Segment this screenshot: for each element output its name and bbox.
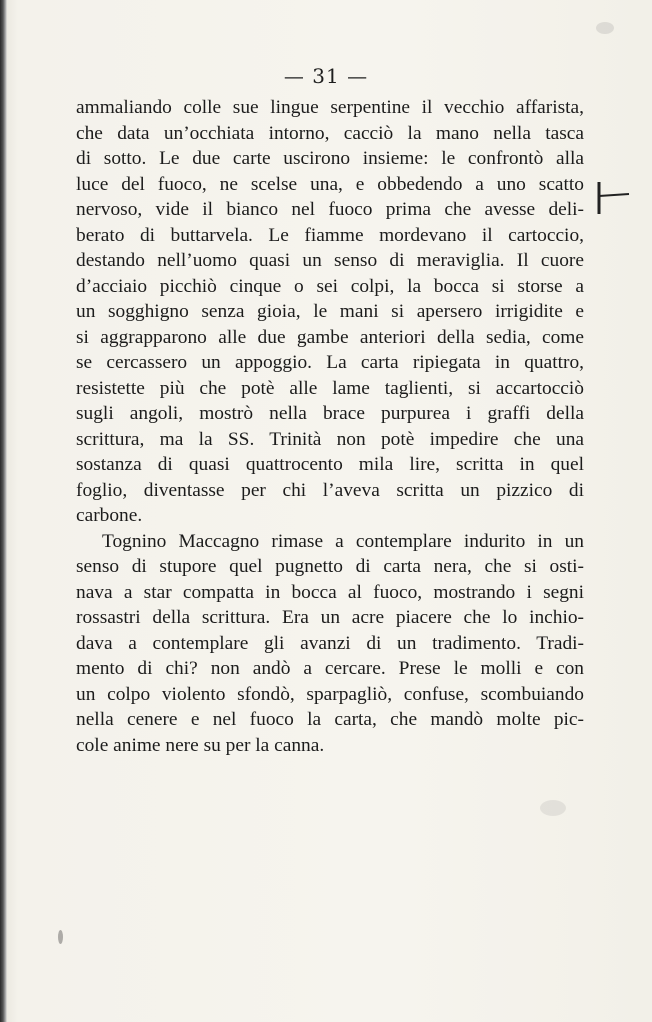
paragraph-1 (76, 95, 584, 529)
text-line: berato di buttarvela. Le fiamme mordevano il cartoccio, (76, 224, 584, 246)
text-line: dava a contemplare gli avanzi di un tradimento. Tradi- (76, 632, 584, 654)
text-line: di sotto. Le due carte uscirono insieme: le confrontò alla (76, 148, 584, 169)
text-line: sostanza di quasi quattrocento mila lire, scritta in quel (76, 454, 584, 475)
text-line: un sogghigno senza gioia, le mani si apersero irrigidite e (76, 301, 584, 322)
text-line: ammaliando colle sue lingue serpentine il vecchio affarista, (76, 97, 584, 118)
text-line: foglio, diventasse per chi l’aveva scritta un pizzico di (76, 479, 584, 501)
text-line: resistette più che potè alle lame taglienti, si accartocciò (76, 377, 584, 399)
paper-speck (540, 800, 566, 816)
paragraph-2 (76, 529, 584, 759)
text-line: se cercassero un appoggio. La carta ripiegata in quattro, (76, 352, 584, 373)
text-line: Tognino Maccagno rimase a contemplare indurito in un (102, 530, 584, 552)
text-line: luce del fuoco, ne scelse una, e obbedendo a uno scatto (76, 173, 584, 195)
text-line: nava a star compatta in bocca al fuoco, mostrando i segni (76, 581, 584, 603)
margin-bracket-mark (593, 178, 633, 218)
text-line: che data un’occhiata intorno, cacciò la mano nella tasca (76, 122, 584, 144)
text-line: mento di chi? non andò a cercare. Prese le molli e con (76, 658, 584, 679)
text-line: destando nell’uomo quasi un senso di meraviglia. Il cuore (76, 250, 584, 271)
text-line: un colpo violento sfondò, sparpagliò, confuse, scombuiando (76, 683, 584, 705)
text-line: d’acciaio picchiò cinque o sei colpi, la bocca si storse a (76, 275, 584, 297)
paper-speck (58, 930, 63, 944)
page-number: — 31 — (283, 64, 369, 88)
text-line: rossastri della scrittura. Era un acre piacere che lo inchio- (76, 607, 584, 628)
book-spine-shadow (0, 0, 7, 1022)
text-line: sugli angoli, mostrò nella brace purpurea i graffi della (76, 403, 584, 424)
text-line: carbone. (76, 505, 143, 526)
body-text (76, 95, 584, 758)
text-line: senso di stupore quel pugnetto di carta nera, che si osti- (76, 556, 584, 577)
paper-speck (596, 22, 614, 34)
text-line: nervoso, vide il bianco nel fuoco prima che avesse deli- (76, 199, 584, 220)
text-line: nella cenere e nel fuoco la carta, che mandò molte pic- (76, 709, 584, 730)
text-line: scrittura, ma la SS. Trinità non potè impedire che una (76, 428, 584, 450)
text-line: si aggrapparono alle due gambe anteriori della sedia, come (76, 326, 584, 348)
text-line: cole anime nere su per la canna. (76, 734, 325, 756)
